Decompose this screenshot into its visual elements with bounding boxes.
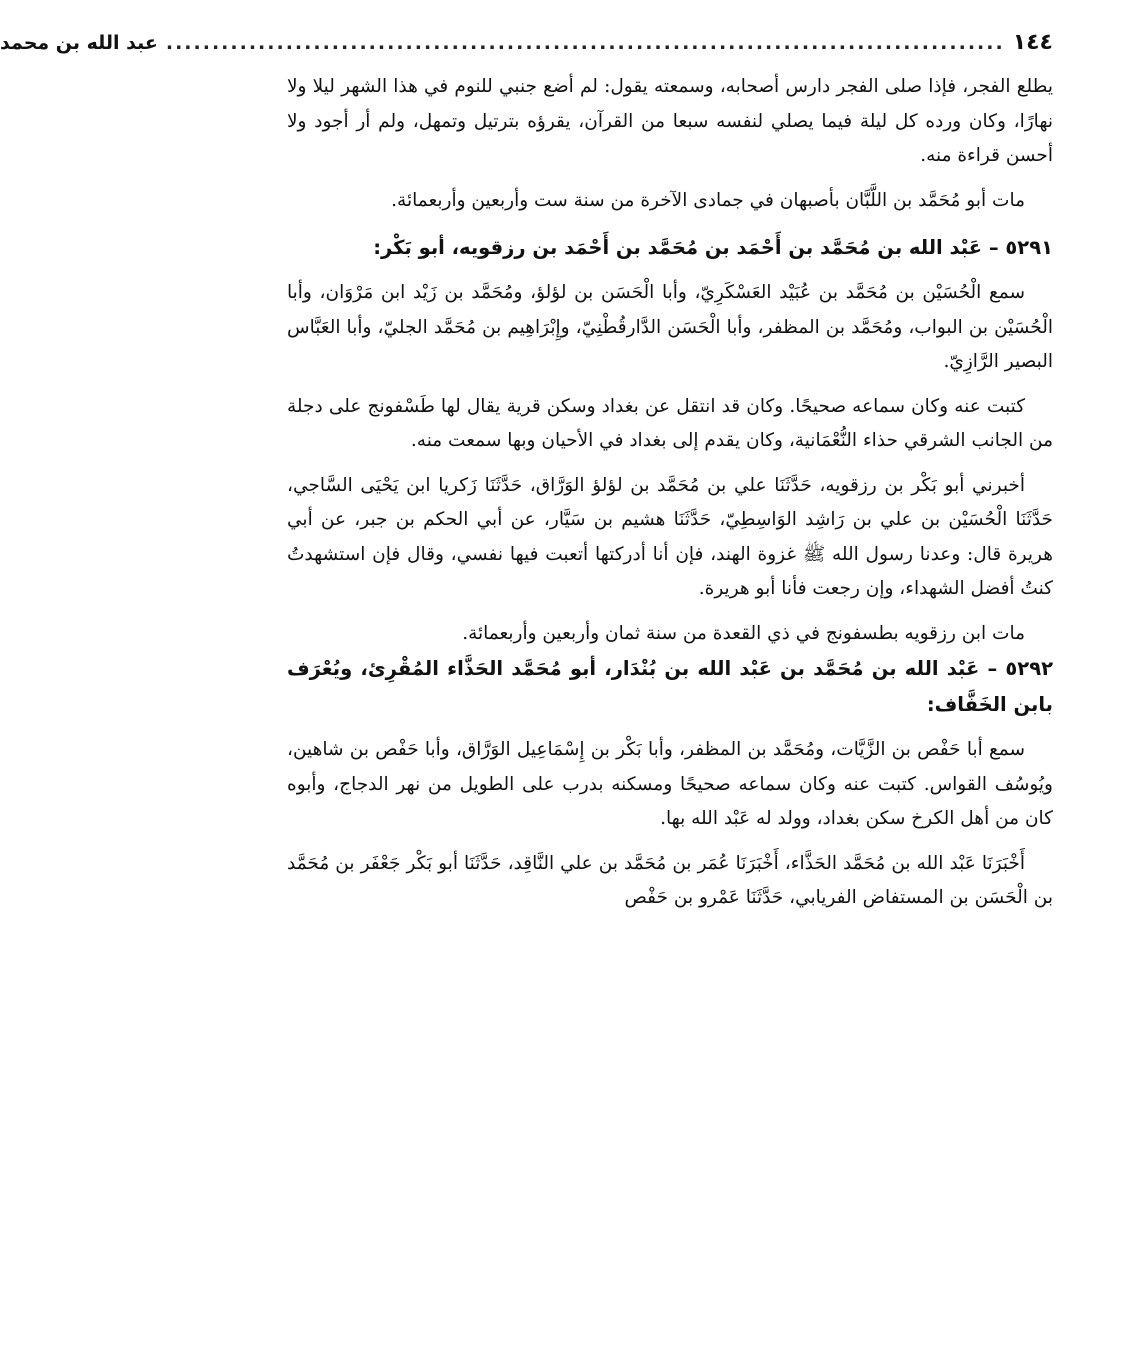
page-number: ١٤٤ — [1012, 30, 1053, 55]
paragraph: يطلع الفجر، فإذا صلى الفجر دارس أصحابه، وسمعته يقول: لم أضع جنبي للنوم في هذا الشهر ليلا ولا نهارًا، وكان ورده كل ليلة فيما يصلي لنفسه سبعا من القرآن، يقرؤه بترتيل وتمهل، ولم أر أجود ولا أحسن قراءة منه. — [287, 76, 1053, 166]
header-leader-dots: ........................................................................................... — [165, 32, 1005, 54]
paragraph: مات ابن رزقويه بطسفونج في ذي القعدة من سنة ثمان وأربعين وأربعمائة. — [462, 622, 1025, 644]
paragraph: مات أبو مُحَمَّد بن اللَّبَّان بأصبهان في جمادى الآخرة من سنة ست وأربعين وأربعمائة. — [391, 189, 1025, 211]
paragraph: سمع الْحُسَيْن بن مُحَمَّد بن عُبَيْد العَسْكَرِيّ، وأبا الْحَسَن بن لؤلؤ، ومُحَمَّد بن زَيْد ابن مَرْوَان، وأبا الْحُسَيْن بن البواب، ومُحَمَّد بن المظفر، وأبا الْحَسَن الدَّارقُطْنِيّ، وإِبْرَاهِيم بن مُحَمَّد الجليّ، وأبا العَبَّاس البصير الرَّازِيّ. — [287, 282, 1053, 372]
entry-heading: ٥٢٩١ – عَبْد الله بن مُحَمَّد بن أَحْمَد بن مُحَمَّد بن أَحْمَد بن رزقويه، أبو بَكْر: — [373, 236, 1053, 259]
entry-heading: ٥٢٩٢ – عَبْد الله بن مُحَمَّد بن عَبْد الله بن بُنْدَار، أبو مُحَمَّد الحَذَّاء المُقْرِئ، ويُعْرَف بابن الخَفَّاف: — [287, 657, 1053, 716]
page-header — [0, 28, 1053, 60]
paragraph: كتبت عنه وكان سماعه صحيحًا. وكان قد انتقل عن بغداد وسكن قرية يقال لها طَسْفونج على دجلة من الجانب الشرقي حذاء النُّعْمَانية، وكان يقدم إلى بغداد في الأحيان وبها سمعت منه. — [287, 395, 1053, 451]
paragraph: سمع أبا حَفْص بن الزَّيَّات، ومُحَمَّد بن المظفر، وأبا بَكْر بن إِسْمَاعِيل الوَرَّاق، وأبا حَفْص بن شاهين، ويُوسُف القواس. كتبت عنه وكان سماعه صحيحًا ومسكنه بدرب على الطويل من نهر الدجاج، وأبوه كان من أهل الكرخ سكن بغداد، وولد له عَبْد الله بها. — [287, 739, 1053, 829]
paragraph: أخبرني أبو بَكْر بن رزقويه، حَدَّثَنَا علي بن مُحَمَّد بن لؤلؤ الوَرَّاق، حَدَّثَنَا زَكريا ابن يَحْيَى السَّاجي، حَدَّثَنَا الْحُسَيْن بن علي بن رَاشِد الوَاسِطِيّ، حَدَّثَنَا هشيم بن سَيَّار، عن أبي الحكم بن جبر، عن أبي هريرة قال: وعدنا رسول الله ﷺ غزوة الهند، فإن أنا أدركتها أتعبت فيها نفسي، وقال فإن استشهدتُ كنتُ أفضل الشهداء، وإن رجعت فأنا أبو هريرة. — [287, 474, 1053, 599]
running-title: عبد الله بن محمد — [0, 32, 158, 54]
paragraph: أَخْبَرَنَا عَبْد الله بن مُحَمَّد الحَذَّاء، أَخْبَرَنَا عُمَر بن مُحَمَّد بن علي النَّاقِد، حَدَّثَنَا أبو بَكْر جَعْفَر بن مُحَمَّد بن الْحَسَن بن المستفاض الفريابي، حَدَّثَنَا عَمْرو بن حَفْص — [287, 852, 1053, 908]
